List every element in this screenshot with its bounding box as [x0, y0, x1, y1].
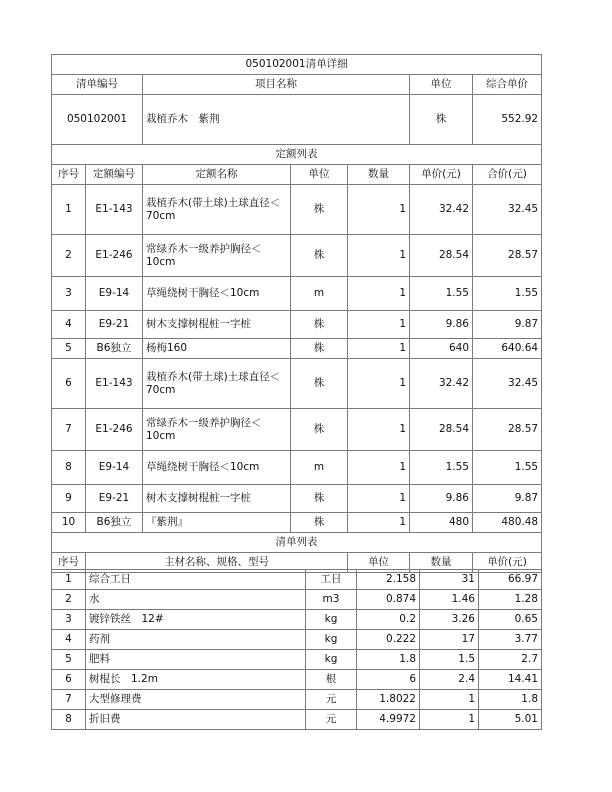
material-name: 综合工日	[86, 570, 306, 590]
material-total: 5.01	[479, 710, 542, 730]
quota-code: E9-14	[86, 451, 143, 485]
material-unit: kg	[306, 610, 357, 630]
quota-price: 28.54	[410, 409, 473, 451]
list-item	[52, 690, 542, 710]
price-header: 综合单价	[473, 75, 542, 95]
material-name: 折旧费	[86, 710, 306, 730]
material-unit: 工日	[306, 570, 357, 590]
material-qty: 2.158	[357, 570, 420, 590]
quota-name: 树木支撑树棍桩一字桩	[143, 485, 291, 513]
column-header: 主材名称、规格、型号	[86, 553, 348, 573]
quota-qty: 1	[348, 451, 410, 485]
quota-total: 9.87	[473, 311, 542, 339]
material-price: 1.46	[420, 590, 479, 610]
column-header: 单位	[348, 553, 410, 573]
quota-price: 9.86	[410, 485, 473, 513]
material-name: 镀锌铁丝 12#	[86, 610, 306, 630]
quota-qty: 1	[348, 339, 410, 359]
material-qty: 0.874	[357, 590, 420, 610]
quota-no: 10	[52, 513, 86, 533]
material-price: 3.26	[420, 610, 479, 630]
quota-unit: 株	[291, 359, 348, 409]
quota-section-title: 定额列表	[52, 145, 542, 165]
material-total: 14.41	[479, 670, 542, 690]
quota-no: 9	[52, 485, 86, 513]
item-name: 栽植乔木 紫荆	[143, 95, 410, 145]
column-header: 数量	[410, 553, 473, 573]
quota-total: 640.64	[473, 339, 542, 359]
quota-price: 9.86	[410, 311, 473, 339]
material-price: 1	[420, 710, 479, 730]
material-total: 3.77	[479, 630, 542, 650]
table-row	[52, 451, 542, 485]
quota-code: E1-143	[86, 185, 143, 235]
material-no: 3	[52, 610, 86, 630]
quota-qty: 1	[348, 513, 410, 533]
quota-total: 480.48	[473, 513, 542, 533]
table-row	[52, 185, 542, 235]
quota-name: 草绳绕树干胸径＜10cm	[143, 277, 291, 311]
quota-qty: 1	[348, 185, 410, 235]
material-name: 肥料	[86, 650, 306, 670]
table-row	[52, 277, 542, 311]
material-total: 1.8	[479, 690, 542, 710]
material-no: 5	[52, 650, 86, 670]
quota-name: 杨梅160	[143, 339, 291, 359]
quota-unit: 株	[291, 409, 348, 451]
material-no: 1	[52, 570, 86, 590]
column-header: 合价(元)	[473, 165, 542, 185]
quota-name: 树木支撑树棍桩一字桩	[143, 311, 291, 339]
material-unit: m3	[306, 590, 357, 610]
column-header: 单位	[291, 165, 348, 185]
list-item	[52, 590, 542, 610]
material-name: 药剂	[86, 630, 306, 650]
column-header: 数量	[348, 165, 410, 185]
materials-table	[51, 569, 542, 730]
quota-unit: m	[291, 451, 348, 485]
column-header: 单价(元)	[410, 165, 473, 185]
quota-qty: 1	[348, 235, 410, 277]
quota-price: 28.54	[410, 235, 473, 277]
quota-no: 8	[52, 451, 86, 485]
material-qty: 0.2	[357, 610, 420, 630]
material-unit: 元	[306, 710, 357, 730]
quota-code: E9-21	[86, 485, 143, 513]
bill-detail-table	[51, 54, 542, 573]
list-item	[52, 710, 542, 730]
quota-total: 32.45	[473, 185, 542, 235]
table-row	[52, 235, 542, 277]
quota-unit: 株	[291, 311, 348, 339]
quota-unit: 株	[291, 339, 348, 359]
quota-code: E1-246	[86, 409, 143, 451]
quota-total: 1.55	[473, 451, 542, 485]
list-item	[52, 610, 542, 630]
quota-unit: 株	[291, 513, 348, 533]
list-item	[52, 650, 542, 670]
material-unit: kg	[306, 630, 357, 650]
item-code: 050102001	[52, 95, 143, 145]
list-item	[52, 630, 542, 650]
quota-total: 28.57	[473, 409, 542, 451]
quota-price: 32.42	[410, 185, 473, 235]
materials-section-title: 清单列表	[52, 533, 542, 553]
quota-code: B6独立	[86, 513, 143, 533]
quota-total: 32.45	[473, 359, 542, 409]
unit-header: 单位	[410, 75, 473, 95]
material-no: 8	[52, 710, 86, 730]
code-header: 清单编号	[52, 75, 143, 95]
quota-no: 4	[52, 311, 86, 339]
quota-qty: 1	[348, 277, 410, 311]
quota-code: E9-14	[86, 277, 143, 311]
material-total: 1.28	[479, 590, 542, 610]
column-header: 序号	[52, 553, 86, 573]
table-row	[52, 311, 542, 339]
quota-total: 9.87	[473, 485, 542, 513]
material-price: 1	[420, 690, 479, 710]
list-item	[52, 570, 542, 590]
quota-qty: 1	[348, 311, 410, 339]
material-unit: kg	[306, 650, 357, 670]
table-row	[52, 359, 542, 409]
quota-no: 1	[52, 185, 86, 235]
quota-no: 3	[52, 277, 86, 311]
material-price: 17	[420, 630, 479, 650]
quota-total: 1.55	[473, 277, 542, 311]
quota-unit: 株	[291, 235, 348, 277]
quota-price: 1.55	[410, 277, 473, 311]
material-unit: 根	[306, 670, 357, 690]
quota-code: E1-246	[86, 235, 143, 277]
material-price: 2.4	[420, 670, 479, 690]
quota-unit: m	[291, 277, 348, 311]
column-header: 单价(元)	[473, 553, 542, 573]
quota-code: E9-21	[86, 311, 143, 339]
quota-code: B6独立	[86, 339, 143, 359]
quota-name: 草绳绕树干胸径＜10cm	[143, 451, 291, 485]
item-price: 552.92	[473, 95, 542, 145]
quota-no: 2	[52, 235, 86, 277]
quota-qty: 1	[348, 485, 410, 513]
material-unit: 元	[306, 690, 357, 710]
table-row	[52, 485, 542, 513]
quota-no: 7	[52, 409, 86, 451]
quota-qty: 1	[348, 409, 410, 451]
quota-unit: 株	[291, 485, 348, 513]
table-row	[52, 409, 542, 451]
quota-price: 480	[410, 513, 473, 533]
quota-no: 6	[52, 359, 86, 409]
material-name: 大型修理费	[86, 690, 306, 710]
material-total: 2.7	[479, 650, 542, 670]
material-name: 水	[86, 590, 306, 610]
material-no: 2	[52, 590, 86, 610]
column-header: 定额编号	[86, 165, 143, 185]
material-no: 7	[52, 690, 86, 710]
material-qty: 0.222	[357, 630, 420, 650]
quota-price: 32.42	[410, 359, 473, 409]
quota-unit: 株	[291, 185, 348, 235]
material-qty: 1.8	[357, 650, 420, 670]
table-row	[52, 339, 542, 359]
column-header: 序号	[52, 165, 86, 185]
quota-price: 1.55	[410, 451, 473, 485]
material-no: 6	[52, 670, 86, 690]
item-unit: 株	[410, 95, 473, 145]
quota-name: 栽植乔木(带土球)土球直径＜70cm	[143, 185, 291, 235]
material-name: 树棍长 1.2m	[86, 670, 306, 690]
quota-price: 640	[410, 339, 473, 359]
table-title: 050102001清单详细	[52, 55, 542, 75]
material-qty: 6	[357, 670, 420, 690]
material-total: 0.65	[479, 610, 542, 630]
material-price: 1.5	[420, 650, 479, 670]
quota-total: 28.57	[473, 235, 542, 277]
material-qty: 4.9972	[357, 710, 420, 730]
quota-code: E1-143	[86, 359, 143, 409]
quota-qty: 1	[348, 359, 410, 409]
material-price: 31	[420, 570, 479, 590]
quota-name: 栽植乔木(带土球)土球直径＜70cm	[143, 359, 291, 409]
quota-no: 5	[52, 339, 86, 359]
column-header: 定额名称	[143, 165, 291, 185]
quota-name: 常绿乔木一级养护胸径＜10cm	[143, 235, 291, 277]
material-total: 66.97	[479, 570, 542, 590]
material-no: 4	[52, 630, 86, 650]
table-row	[52, 513, 542, 533]
material-qty: 1.8022	[357, 690, 420, 710]
list-item	[52, 670, 542, 690]
name-header: 项目名称	[143, 75, 410, 95]
quota-name: 常绿乔木一级养护胸径＜10cm	[143, 409, 291, 451]
quota-name: 『紫荆』	[143, 513, 291, 533]
